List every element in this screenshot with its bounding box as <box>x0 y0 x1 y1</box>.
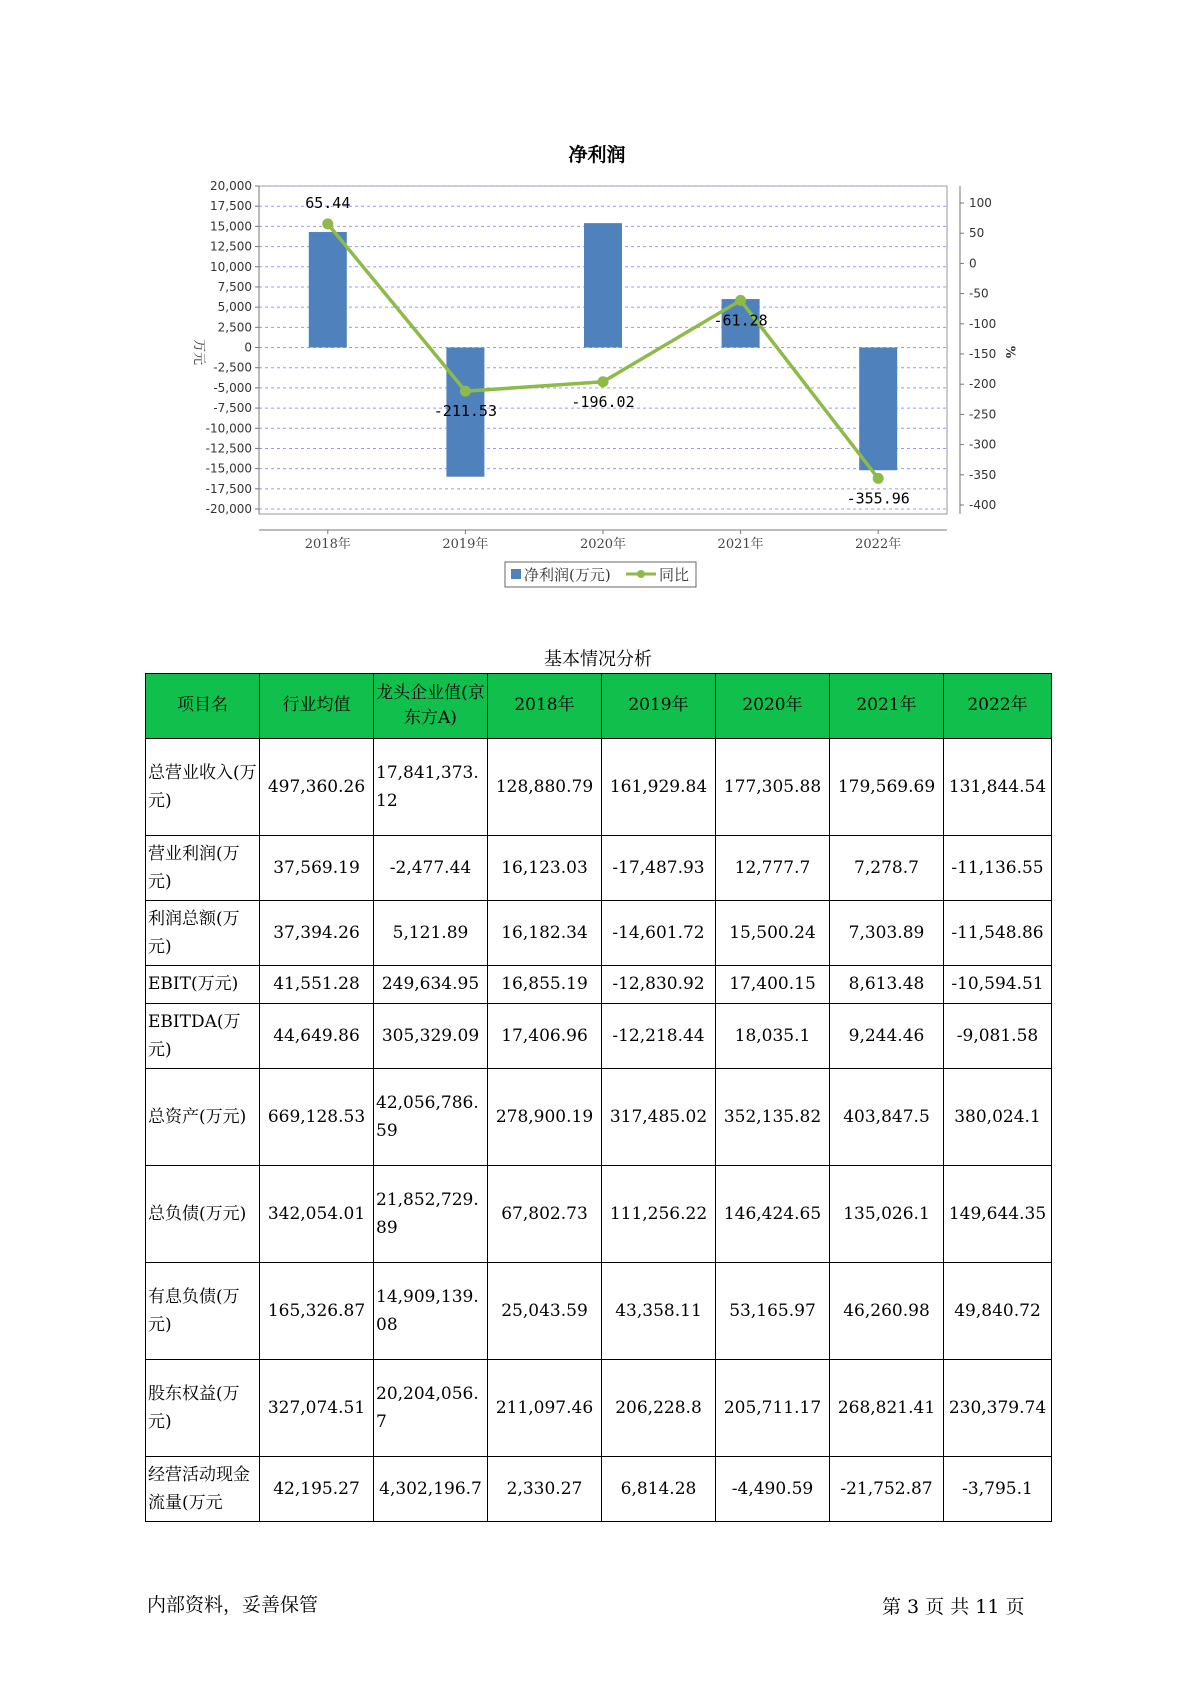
row-label-cell: 经营活动现金流量(万元 <box>146 1457 260 1522</box>
right-tick-label: -150 <box>969 347 997 361</box>
left-tick-label: -5,000 <box>213 380 252 395</box>
table-cell: 205,711.17 <box>716 1360 830 1457</box>
table-cell: 18,035.1 <box>716 1004 830 1069</box>
left-axis-label: 万元 <box>191 338 206 366</box>
table-cell: 669,128.53 <box>260 1069 374 1166</box>
header-cell: 2018年 <box>488 674 602 739</box>
yoy-point-2022年 <box>873 473 884 484</box>
table-cell: 380,024.1 <box>944 1069 1052 1166</box>
left-tick-label: 0 <box>244 340 252 355</box>
legend-bar-label: 净利润(万元) <box>524 566 611 584</box>
header-cell: 2022年 <box>944 674 1052 739</box>
table-row <box>146 739 1052 836</box>
legend-line-label: 同比 <box>659 566 690 584</box>
table-cell: -21,752.87 <box>830 1457 944 1522</box>
table-cell: -12,218.44 <box>602 1004 716 1069</box>
table-cell: 342,054.01 <box>260 1166 374 1263</box>
table-row <box>146 1166 1052 1263</box>
row-label-cell: 有息负债(万元) <box>146 1263 260 1360</box>
left-tick-label: -10,000 <box>205 421 252 436</box>
row-label-cell: 利润总额(万元) <box>146 901 260 966</box>
row-label-cell: 总营业收入(万元) <box>146 739 260 836</box>
table-row <box>146 1069 1052 1166</box>
left-tick-label: 17,500 <box>210 199 252 214</box>
table-row <box>146 966 1052 1004</box>
table-cell: 46,260.98 <box>830 1263 944 1360</box>
table-cell: 135,026.1 <box>830 1166 944 1263</box>
footer-page-number: 第 3 页 共 11 页 <box>882 1596 1025 1618</box>
header-cell: 2019年 <box>602 674 716 739</box>
table-row <box>146 1004 1052 1069</box>
table-cell: 2,330.27 <box>488 1457 602 1522</box>
basic-analysis-table <box>145 673 1052 1522</box>
table-cell: -9,081.58 <box>944 1004 1052 1069</box>
table-cell: 305,329.09 <box>374 1004 488 1069</box>
table-cell: 37,394.26 <box>260 901 374 966</box>
table-cell: 53,165.97 <box>716 1263 830 1360</box>
table-cell: 230,379.74 <box>944 1360 1052 1457</box>
table-cell: 43,358.11 <box>602 1263 716 1360</box>
table-cell: 67,802.73 <box>488 1166 602 1263</box>
header-cell: 项目名 <box>146 674 260 739</box>
legend-bar-swatch <box>511 569 521 579</box>
right-axis-label: % <box>1002 345 1017 359</box>
bar-2020年 <box>584 223 622 347</box>
legend-line-marker <box>637 570 645 578</box>
table-cell: 16,123.03 <box>488 836 602 901</box>
table-cell: 7,303.89 <box>830 901 944 966</box>
row-label-cell: EBITDA(万元) <box>146 1004 260 1069</box>
table-cell: 16,855.19 <box>488 966 602 1004</box>
left-tick-label: -12,500 <box>205 441 252 456</box>
right-tick-label: -200 <box>969 377 997 392</box>
left-tick-label: 20,000 <box>210 179 252 193</box>
table-cell: 44,649.86 <box>260 1004 374 1069</box>
table-cell: 4,302,196.7 <box>374 1457 488 1522</box>
table-cell: 278,900.19 <box>488 1069 602 1166</box>
table-cell: 497,360.26 <box>260 739 374 836</box>
x-tick-label: 2022年 <box>855 537 902 552</box>
table-cell: 17,406.96 <box>488 1004 602 1069</box>
table-cell: 12,777.7 <box>716 836 830 901</box>
table-cell: 177,305.88 <box>716 739 830 836</box>
left-tick-label: 7,500 <box>217 279 252 294</box>
bar-2022年 <box>859 348 897 471</box>
table-cell: -4,490.59 <box>716 1457 830 1522</box>
table-cell: 128,880.79 <box>488 739 602 836</box>
table-cell: 21,852,729.89 <box>374 1166 488 1263</box>
table-cell: -10,594.51 <box>944 966 1052 1004</box>
table-cell: 15,500.24 <box>716 901 830 966</box>
right-axis-ticks <box>960 186 996 514</box>
x-tick-label: 2018年 <box>304 537 351 552</box>
table-row <box>146 836 1052 901</box>
table-cell: 179,569.69 <box>830 739 944 836</box>
right-tick-label: -300 <box>969 437 997 452</box>
table-header-row <box>146 674 1052 739</box>
table-cell: 149,644.35 <box>944 1166 1052 1263</box>
x-tick-label: 2020年 <box>579 537 627 552</box>
table-cell: 161,929.84 <box>602 739 716 836</box>
x-tick-label: 2021年 <box>717 537 764 552</box>
table-cell: 8,613.48 <box>830 966 944 1004</box>
table-caption: 基本情况分析 <box>544 649 652 670</box>
table-cell: 41,551.28 <box>260 966 374 1004</box>
yoy-point-2019年 <box>460 386 471 397</box>
yoy-point-2021年 <box>735 295 746 306</box>
row-label-cell: EBIT(万元) <box>146 966 260 1004</box>
footer-confidential-note: 内部资料，妥善保管 <box>147 1594 319 1616</box>
bar-2018年 <box>309 232 347 347</box>
table-cell: 165,326.87 <box>260 1263 374 1360</box>
row-label-cell: 总资产(万元) <box>146 1069 260 1166</box>
table-row <box>146 1457 1052 1522</box>
row-label-cell: 营业利润(万元) <box>146 836 260 901</box>
left-tick-label: -7,500 <box>213 401 252 416</box>
right-tick-label: -400 <box>969 498 997 512</box>
table-cell: 268,821.41 <box>830 1360 944 1457</box>
left-tick-label: -15,000 <box>205 461 252 476</box>
table-cell: 17,400.15 <box>716 966 830 1004</box>
right-tick-label: 100 <box>969 196 992 210</box>
table-cell: 37,569.19 <box>260 836 374 901</box>
yoy-data-label: -61.28 <box>713 311 768 330</box>
table-row <box>146 901 1052 966</box>
table-cell: 5,121.89 <box>374 901 488 966</box>
header-cell: 龙头企业值(京东方A) <box>374 674 488 739</box>
table-cell: 20,204,056.7 <box>374 1360 488 1457</box>
table-cell: 7,278.7 <box>830 836 944 901</box>
chart-title: 净利润 <box>568 144 626 166</box>
left-tick-label: 12,500 <box>210 239 252 254</box>
right-tick-label: -350 <box>969 467 997 482</box>
table-cell: 9,244.46 <box>830 1004 944 1069</box>
left-tick-label: -2,500 <box>213 360 252 375</box>
x-axis <box>259 530 947 552</box>
table-cell: 206,228.8 <box>602 1360 716 1457</box>
table-cell: 111,256.22 <box>602 1166 716 1263</box>
yoy-data-label: -196.02 <box>571 392 635 411</box>
table-cell: 249,634.95 <box>374 966 488 1004</box>
yoy-point-2020年 <box>598 376 609 387</box>
table-cell: -12,830.92 <box>602 966 716 1004</box>
yoy-point-2018年 <box>322 218 333 229</box>
table-cell: 317,485.02 <box>602 1069 716 1166</box>
table-cell: 49,840.72 <box>944 1263 1052 1360</box>
table-cell: 25,043.59 <box>488 1263 602 1360</box>
left-tick-label: 10,000 <box>210 259 252 274</box>
net-profit-chart <box>0 0 1191 600</box>
right-tick-label: -100 <box>969 316 997 331</box>
yoy-data-label: -211.53 <box>433 402 498 421</box>
table-cell: 42,195.27 <box>260 1457 374 1522</box>
table-cell: -17,487.93 <box>602 836 716 901</box>
left-tick-label: -20,000 <box>205 502 252 516</box>
chart-legend <box>505 562 696 587</box>
right-tick-label: -250 <box>969 407 997 422</box>
yoy-data-label: 65.44 <box>305 193 351 212</box>
left-tick-label: 5,000 <box>217 300 252 315</box>
table-body <box>146 739 1052 1522</box>
table-row <box>146 1360 1052 1457</box>
table-cell: 17,841,373.12 <box>374 739 488 836</box>
table-cell: 16,182.34 <box>488 901 602 966</box>
table-row <box>146 1263 1052 1360</box>
table-cell: 6,814.28 <box>602 1457 716 1522</box>
row-label-cell: 总负债(万元) <box>146 1166 260 1263</box>
left-tick-label: 15,000 <box>210 219 252 234</box>
table-cell: -11,548.86 <box>944 901 1052 966</box>
right-tick-label: 50 <box>969 226 985 241</box>
table-cell: -2,477.44 <box>374 836 488 901</box>
header-cell: 2020年 <box>716 674 830 739</box>
right-tick-label: 0 <box>969 256 977 271</box>
table-cell: 352,135.82 <box>716 1069 830 1166</box>
table-cell: 131,844.54 <box>944 739 1052 836</box>
table-cell: 327,074.51 <box>260 1360 374 1457</box>
table-cell: -11,136.55 <box>944 836 1052 901</box>
table-cell: 42,056,786.59 <box>374 1069 488 1166</box>
table-cell: 403,847.5 <box>830 1069 944 1166</box>
right-tick-label: -50 <box>969 286 989 301</box>
table-cell: -3,795.1 <box>944 1457 1052 1522</box>
row-label-cell: 股东权益(万元) <box>146 1360 260 1457</box>
header-cell: 行业均值 <box>260 674 374 739</box>
left-tick-label: -17,500 <box>205 481 252 496</box>
table-cell: 146,424.65 <box>716 1166 830 1263</box>
left-tick-label: 2,500 <box>217 320 252 335</box>
header-cell: 2021年 <box>830 674 944 739</box>
bar-series <box>309 223 897 477</box>
yoy-data-label: -355.96 <box>846 489 910 508</box>
left-axis-ticks <box>206 179 259 516</box>
x-tick-label: 2019年 <box>442 537 489 552</box>
table-cell: 211,097.46 <box>488 1360 602 1457</box>
table-cell: -14,601.72 <box>602 901 716 966</box>
table-cell: 14,909,139.08 <box>374 1263 488 1360</box>
